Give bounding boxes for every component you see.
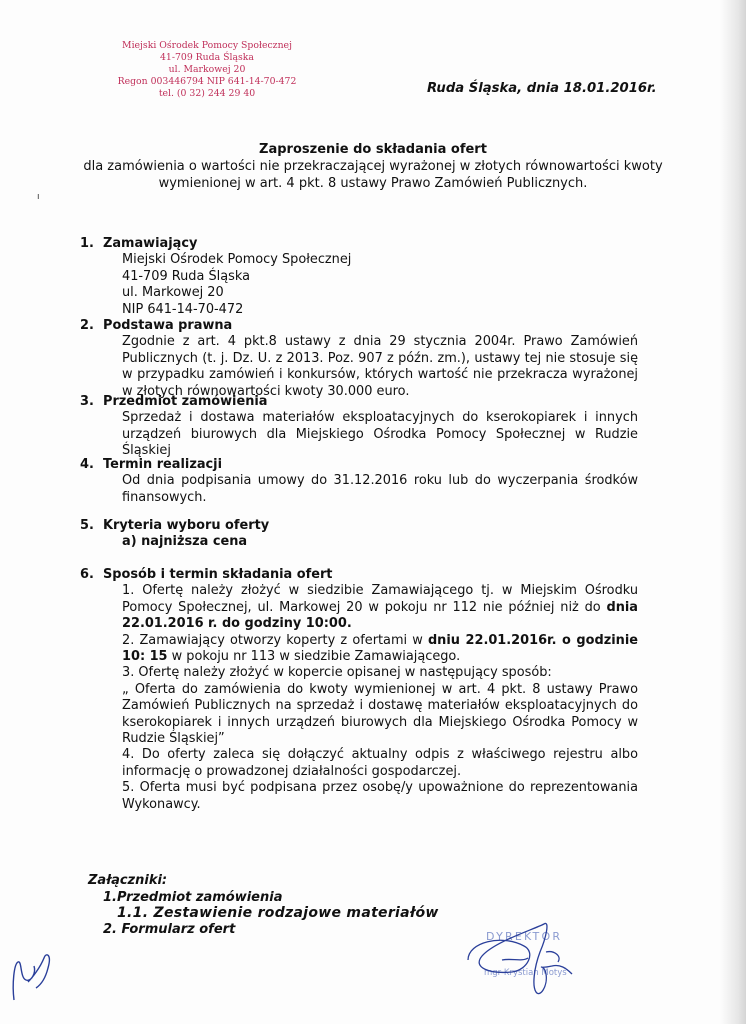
section-number: 5. [80,518,94,533]
submission-point-3: 3. Ofertę należy złożyć w kopercie opisanej w następujący sposób: [122,665,552,681]
point-text: 2. Zamawiający otworzy koperty z ofertami w [122,632,428,648]
submission-point-1 [122,583,638,632]
address-line: 41-709 Ruda Śląska [122,268,250,284]
address-line: NIP 641-14-70-472 [122,301,244,317]
initials-stroke [13,955,49,1000]
section-submission [103,567,638,813]
section-heading: Termin realizacji [103,457,223,472]
address-line: ul. Markowej 20 [122,285,224,301]
envelope-description: „ Oferta do zamówienia do kwoty wymienionej w art. 4 pkt. 8 ustawy Prawo Zamówień Publicznych na sprzedaż i dostawę materiałów eksploatacyjnych do kserokopiarek i innych urządzeń biurowych dla Miejskiego Ośrodka Pomocy w Rudzie Śląskiej” [122,681,638,747]
margin-mark: ı [37,192,40,202]
director-signature-stamp [462,912,598,1004]
title-line: wymienionej w art. 4 pkt. 8 ustawy Prawo Zamówień Publicznych. [158,176,588,191]
criteria-item: a) najniższa cena [122,534,248,550]
stamp-name: mgr Krystian Motyś [484,968,567,978]
section-heading: Przedmiot zamówienia [103,394,268,409]
page-edge-shadow [720,0,746,1024]
section-number: 1. [80,236,94,251]
section-number: 6. [80,567,94,582]
stamp-title: DYREKTOR [486,930,563,943]
section-heading: Podstawa prawna [103,318,233,333]
section-number: 4. [80,457,94,472]
point-text: 1. Ofertę należy złożyć w siedzibie Zamawiającego tj. w Miejskim Ośrodku Pomocy Społecznej, ul. Markowej 20 w pokoju nr 112 nie później niż do [122,583,638,615]
institution-stamp [112,40,302,100]
section-heading: Kryteria wyboru oferty [103,518,270,533]
section-legal-basis [103,318,638,400]
section-heading: Sposób i termin składania ofert [103,567,333,582]
section-text: Zgodnie z art. 4 pkt.8 ustawy z dnia 29 stycznia 2004r. Prawo Zamówień Publicznych (t. j. Dz. U. z 2013. Poz. 907 z późn. zm.), ustawy tej nie stosuje się w przypadku zamówień i konkursów, których wartość nie przekracza wyrażonej w złotych równowartości kwoty 30.000 euro. [122,334,638,399]
title-line: dla zamówienia o wartości nie przekraczającej wyrażonej w złotych równowartości kwoty [83,159,663,174]
point-text: w pokoju nr 113 w siedzibie Zamawiającego. [167,649,461,665]
document-date: Ruda Śląska, dnia 18.01.2016r. [427,81,657,96]
submission-point-5: 5. Oferta musi być podpisana przez osobę/y upoważnione do reprezentowania Wykonawcy. [122,780,638,812]
section-subject [103,394,638,460]
section-heading: Zamawiający [103,236,198,251]
section-text: Od dnia podpisania umowy do 31.12.2016 roku lub do wyczerpania środków finansowych. [122,473,638,505]
attachments-heading: Załączniki: [88,873,168,888]
address-line: Miejski Ośrodek Pomocy Społecznej [122,252,352,268]
point-deadline: dnia 22.01.2016 r. do godziny 10:00. [122,599,638,632]
stamp-line: 41-709 Ruda Śląska [160,52,254,63]
handwritten-initials [6,944,56,1004]
stamp-line: Regon 003446794 NIP 641-14-70-472 [117,76,297,87]
section-number: 2. [80,318,94,333]
section-contracting-authority [103,236,643,318]
section-deadline [103,457,638,506]
attachment-item: 2. Formularz ofert [103,922,236,937]
attachment-item: 1.Przedmiot zamówienia [103,890,283,905]
point-opening-time: dniu 22.01.2016r. o godzinie 10: 15 [122,632,638,665]
section-text: Sprzedaż i dostawa materiałów eksploatacyjnych do kserokopiarek i innych urządzeń biurowych dla Miejskiego Ośrodka Pomocy Społecznej w Rudzie Śląskiej [122,410,638,459]
submission-point-2 [122,633,638,666]
document-title: Zaproszenie do składania ofert [259,142,487,157]
section-number: 3. [80,394,94,409]
stamp-line: Miejski Ośrodek Pomocy Społecznej [122,40,292,51]
document-title-block [60,141,686,192]
stamp-line: tel. (0 32) 244 29 40 [158,88,256,99]
section-criteria [103,518,638,551]
stamp-line: ul. Markowej 20 [168,64,246,75]
attachment-subitem: 1.1. Zestawienie rodzajowe materiałów [117,905,439,921]
submission-point-4: 4. Do oferty zaleca się dołączyć aktualny odpis z właściwego rejestru albo informację o prowadzonej działalności gospodarczej. [122,747,638,779]
